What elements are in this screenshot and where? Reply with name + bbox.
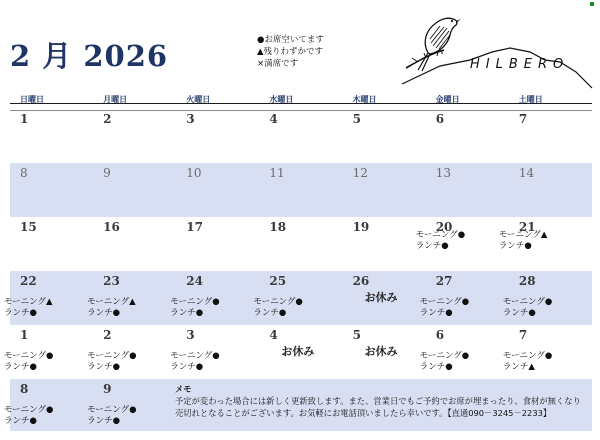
day-number: 5 xyxy=(352,112,361,126)
calendar-week-row xyxy=(10,109,592,163)
calendar-grid xyxy=(4,109,592,431)
day-number: 5 xyxy=(352,328,361,342)
day-number: 1 xyxy=(20,328,29,342)
day-number: 4 xyxy=(269,328,278,342)
lunch-status: ランチ● xyxy=(253,308,287,318)
closed-day-label: お休み xyxy=(364,345,398,358)
calendar-day-cell[interactable] xyxy=(176,109,259,163)
calendar-day-cell[interactable] xyxy=(93,217,176,271)
lunch-status: ランチ● xyxy=(87,362,121,372)
weekday-wed: 水曜日 xyxy=(269,95,294,104)
calendar-week-row xyxy=(10,163,592,217)
calendar-day-cell[interactable] xyxy=(259,109,342,163)
page-title: 2 月 2026 xyxy=(10,39,169,73)
day-number: 20 xyxy=(435,220,453,234)
day-number: 19 xyxy=(352,220,370,234)
lunch-status: ランチ● xyxy=(498,241,532,251)
day-number: 8 xyxy=(20,166,28,180)
legend-full: ×満席です xyxy=(257,59,299,69)
calendar-day-cell[interactable] xyxy=(253,271,342,325)
day-number: 27 xyxy=(435,274,453,288)
calendar-day-cell[interactable] xyxy=(93,109,176,163)
calendar-day-cell[interactable] xyxy=(498,217,592,271)
weekday-tue: 火曜日 xyxy=(186,95,211,104)
morning-status: モーニング● xyxy=(419,297,470,307)
morning-status: モーニング▲ xyxy=(498,230,548,240)
logo-text: HILBERO xyxy=(470,57,570,72)
morning-status: モーニング● xyxy=(87,405,137,415)
lunch-status: ランチ● xyxy=(87,308,121,318)
day-number: 12 xyxy=(352,166,368,180)
lunch-status: ランチ▲ xyxy=(502,362,535,372)
day-number: 3 xyxy=(186,328,195,342)
calendar-day-cell[interactable] xyxy=(4,325,93,379)
morning-status: モーニング● xyxy=(419,351,470,361)
lunch-status: ランチ● xyxy=(415,241,449,251)
calendar-day-cell[interactable] xyxy=(343,163,426,217)
day-number: 7 xyxy=(518,328,528,342)
memo-title: メモ xyxy=(175,384,192,394)
calendar-day-cell[interactable] xyxy=(343,271,426,325)
availability-schedule xyxy=(4,351,53,373)
day-number: 14 xyxy=(518,166,535,180)
calendar-day-cell[interactable] xyxy=(4,379,93,431)
calendar-week-row xyxy=(4,325,592,379)
morning-status: モーニング● xyxy=(170,297,220,307)
morning-status: モーニング● xyxy=(253,297,303,307)
availability-schedule xyxy=(253,297,302,319)
legend-few-left: ▲残りわずかです xyxy=(257,47,324,57)
availability-schedule xyxy=(170,297,219,319)
calendar-day-cell[interactable] xyxy=(343,217,426,271)
memo-text: 予定が変わった場合には新しく更新致します。また、営業日でもご予約でお席が埋まったり、食材が無くなり売切れとなることがございます。お気軽にお電話頂いましたら幸いです。【直通090－3245－2233】 xyxy=(175,396,581,418)
day-number: 2 xyxy=(103,112,112,126)
day-number: 26 xyxy=(352,274,370,288)
morning-status: モーニング▲ xyxy=(4,297,53,307)
calendar-day-cell[interactable] xyxy=(502,271,592,325)
availability-schedule xyxy=(170,351,219,373)
calendar-day-cell[interactable] xyxy=(170,325,259,379)
availability-schedule xyxy=(87,405,136,427)
day-number: 28 xyxy=(518,274,536,288)
lunch-status: ランチ● xyxy=(170,362,204,372)
calendar-day-cell[interactable] xyxy=(419,325,509,379)
availability-schedule xyxy=(499,230,548,252)
day-number: 22 xyxy=(20,274,37,288)
day-number: 23 xyxy=(103,274,120,288)
availability-schedule xyxy=(87,297,136,319)
day-number: 15 xyxy=(20,220,37,234)
availability-schedule xyxy=(416,230,465,252)
day-number: 2 xyxy=(103,328,112,342)
calendar-day-cell[interactable] xyxy=(426,163,509,217)
availability-schedule xyxy=(4,405,53,427)
lunch-status: ランチ● xyxy=(502,308,536,318)
morning-status: モーニング● xyxy=(502,297,553,307)
availability-schedule xyxy=(503,297,552,319)
morning-status: モーニング● xyxy=(415,230,466,240)
calendar-header xyxy=(0,0,600,100)
day-number: 3 xyxy=(186,112,195,126)
day-number: 7 xyxy=(518,112,528,126)
lunch-status: ランチ● xyxy=(4,416,37,426)
lunch-status: ランチ● xyxy=(4,308,37,318)
morning-status: モーニング▲ xyxy=(87,297,136,307)
availability-schedule xyxy=(87,351,136,373)
day-number: 9 xyxy=(103,382,112,396)
day-number: 24 xyxy=(186,274,203,288)
morning-status: モーニング● xyxy=(4,405,54,415)
calendar-day-cell[interactable] xyxy=(502,325,592,379)
lunch-status: ランチ● xyxy=(4,362,37,372)
day-number: 11 xyxy=(269,166,285,180)
calendar-day-cell[interactable] xyxy=(87,379,176,431)
calendar-day-cell[interactable] xyxy=(93,163,176,217)
availability-schedule xyxy=(420,351,469,373)
weekday-mon: 月曜日 xyxy=(103,95,128,104)
day-number: 21 xyxy=(518,220,536,234)
calendar-week-row xyxy=(4,271,592,325)
availability-schedule xyxy=(503,351,552,373)
calendar-day-cell[interactable] xyxy=(4,271,93,325)
lunch-status: ランチ● xyxy=(87,416,121,426)
calendar-day-cell[interactable] xyxy=(509,163,592,217)
morning-status: モーニング● xyxy=(87,351,137,361)
availability-schedule xyxy=(420,297,469,319)
calendar-day-cell[interactable] xyxy=(426,109,509,163)
memo-note xyxy=(175,383,587,419)
weekday-sun: 日曜日 xyxy=(20,95,44,104)
availability-legend xyxy=(257,34,324,70)
day-number: 9 xyxy=(103,166,111,180)
calendar-day-cell[interactable] xyxy=(259,217,342,271)
calendar-day-cell[interactable] xyxy=(343,109,426,163)
corner-marker xyxy=(590,2,594,6)
calendar-day-cell[interactable] xyxy=(509,109,592,163)
calendar-day-cell[interactable] xyxy=(87,271,176,325)
day-number: 17 xyxy=(186,220,203,234)
day-number: 13 xyxy=(435,166,451,180)
calendar-day-cell[interactable] xyxy=(176,217,259,271)
calendar-day-cell[interactable] xyxy=(259,163,342,217)
calendar-day-cell[interactable] xyxy=(10,217,93,271)
hilbero-bird-logo xyxy=(400,8,596,94)
day-number: 6 xyxy=(435,112,445,126)
calendar-week-row xyxy=(10,217,592,271)
calendar-day-cell[interactable] xyxy=(176,163,259,217)
calendar-day-cell[interactable] xyxy=(87,325,176,379)
day-number: 16 xyxy=(103,220,120,234)
calendar-day-cell[interactable] xyxy=(10,109,93,163)
lunch-status: ランチ● xyxy=(170,308,204,318)
calendar-day-cell[interactable] xyxy=(259,325,342,379)
day-number: 8 xyxy=(20,382,29,396)
day-number: 10 xyxy=(186,166,202,180)
calendar-day-cell[interactable] xyxy=(10,163,93,217)
day-number: 6 xyxy=(435,328,445,342)
lunch-status: ランチ● xyxy=(419,308,453,318)
morning-status: モーニング● xyxy=(502,351,553,361)
calendar-day-cell[interactable] xyxy=(170,271,259,325)
morning-status: モーニング● xyxy=(4,351,54,361)
calendar-day-cell[interactable] xyxy=(419,271,509,325)
legend-available: ●お席空いてます xyxy=(257,35,324,45)
weekday-fri: 金曜日 xyxy=(435,95,460,104)
calendar-week-row xyxy=(4,379,592,431)
calendar-day-cell[interactable] xyxy=(415,217,509,271)
closed-day-label: お休み xyxy=(364,291,398,304)
lunch-status: ランチ● xyxy=(419,362,453,372)
day-number: 1 xyxy=(20,112,29,126)
availability-schedule xyxy=(4,297,53,319)
day-number: 4 xyxy=(269,112,278,126)
weekday-sat: 土曜日 xyxy=(518,95,543,104)
day-number: 25 xyxy=(269,274,287,288)
closed-day-label: お休み xyxy=(281,345,315,358)
weekday-thu: 木曜日 xyxy=(352,95,377,104)
morning-status: モーニング● xyxy=(170,351,220,361)
day-number: 18 xyxy=(269,220,287,234)
calendar-day-cell[interactable] xyxy=(343,325,426,379)
